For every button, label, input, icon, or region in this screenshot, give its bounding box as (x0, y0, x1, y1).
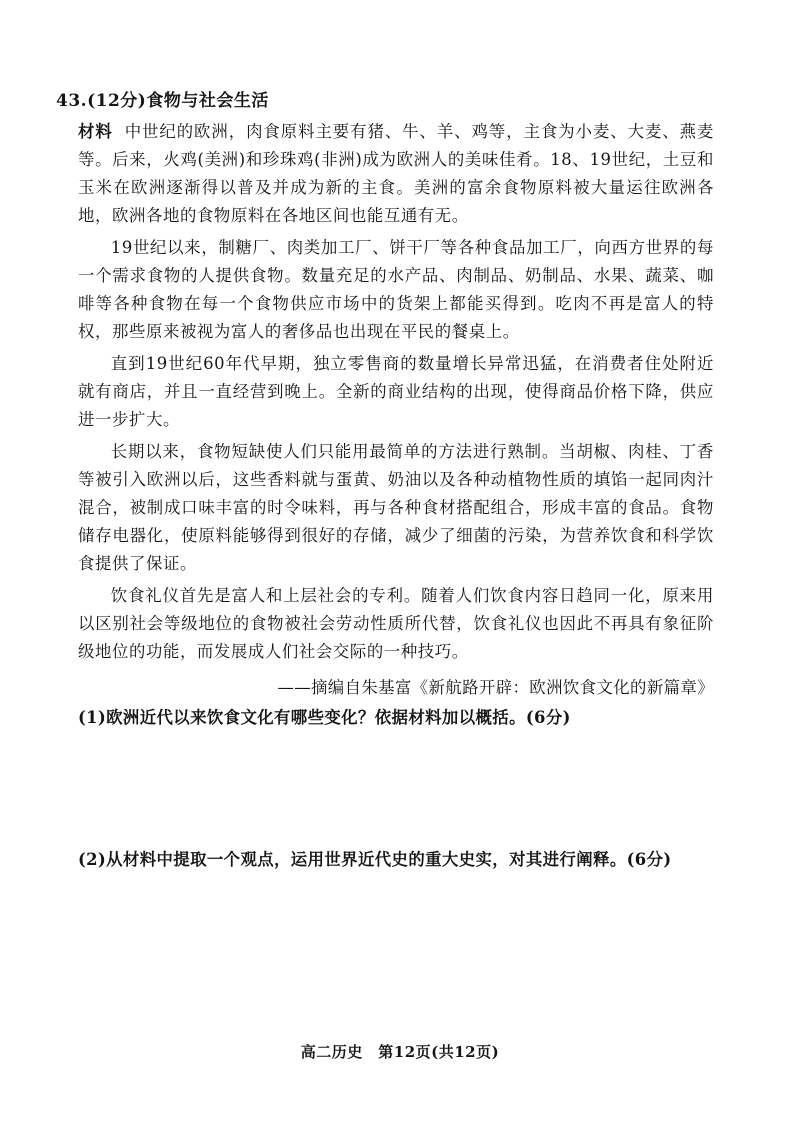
material-paragraph-3: 直到19世纪60年代早期，独立零售商的数量增长异常迅猛，在消费者住处附近就有商店，并且一直经营到晚上。全新的商业结构的出现，使得商品价格下降，供应进一步扩大。 (78, 354, 714, 429)
material-paragraph-4: 长期以来，食物短缺使人们只能用最简单的方法进行熟制。当胡椒、肉桂、丁香等被引入欧洲以后，这些香料就与蛋黄、奶油以及各种动植物性质的填馅一起同肉汁混合，被制成口味丰富的时令味料，再与各种食材搭配组合，形成丰富的食品。食物储存电器化，使原料能够得到很好的存储，减少了细菌的污染，为营养饮食和科学饮食提供了保证。 (78, 442, 714, 573)
answer-area-1[interactable] (78, 735, 714, 835)
material-label: 材料 (78, 122, 113, 141)
answer-area-2[interactable] (78, 878, 714, 1028)
question-title: 43.(12分)食物与社会生活 (56, 91, 269, 111)
sub-question-1: (1)欧洲近代以来饮食文化有哪些变化？依据材料加以概括。(6分) (78, 708, 571, 727)
page-footer: 高二历史 第12页(共12页) (300, 1043, 500, 1061)
material-paragraph-5: 饮食礼仪首先是富人和上层社会的专利。随着人们饮食内容日趋同一化，原来用以区别社会等级地位的食物被社会劳动性质所代替，饮食礼仪也因此不再具有象征阶级地位的功能，而发展成人们社会交际的一种技巧。 (78, 586, 714, 661)
material-paragraph-1 (78, 118, 714, 230)
material-paragraph-2: 19世纪以来，制糖厂、肉类加工厂、饼干厂等各种食品加工厂，向西方世界的每一个需求食物的人提供食物。数量充足的水产品、肉制品、奶制品、水果、蔬菜、咖啡等各种食物在每一个食物供应市场中的货架上都能买得到。吃肉不再是富人的特权，那些原来被视为富人的奢侈品也出现在平民的餐桌上。 (78, 238, 714, 341)
material-source: ——摘编自朱基富《新航路开辟：欧洲饮食文化的新篇章》 (277, 678, 714, 697)
material-paragraph-1-text: 中世纪的欧洲，肉食原料主要有猪、牛、羊、鸡等，主食为小麦、大麦、燕麦等。后来，火鸡(美洲)和珍珠鸡(非洲)成为欧洲人的美味佳肴。18、19世纪，土豆和玉米在欧洲逐渐得以普及并成为新的主食。美洲的富余食物原料被大量运往欧洲各地，欧洲各地的食物原料在各地区间也能互通有无。 (78, 122, 714, 225)
sub-question-2: (2)从材料中提取一个观点，运用世界近代史的重大史实，对其进行阐释。(6分) (78, 850, 672, 869)
material-block (78, 118, 714, 670)
